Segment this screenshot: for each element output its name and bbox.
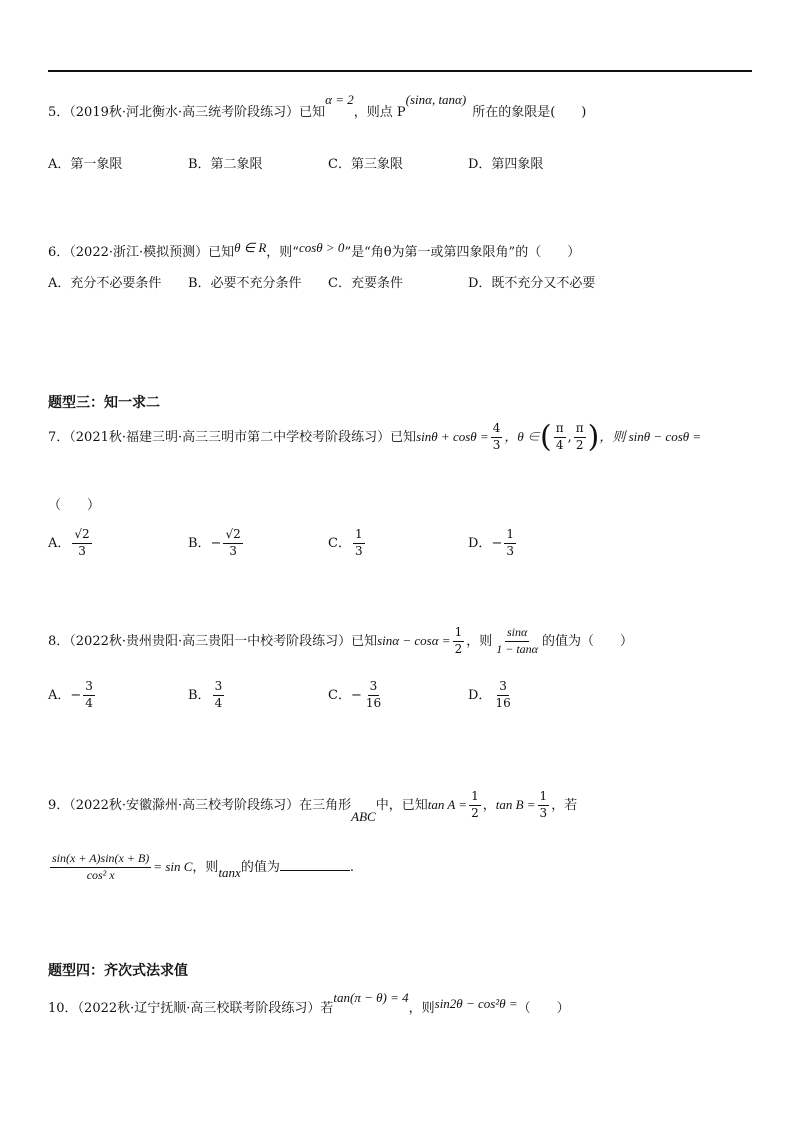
q7-equation-fraction: $\frac{4}{3}$ — [492, 421, 501, 452]
question-10 — [48, 990, 570, 1017]
q6-theta-set: θ ∈ R — [234, 240, 267, 255]
q5-point-coords: (sinα, tanα) — [405, 92, 467, 107]
q7-option-a: A． $\frac{√2}{3}$ — [48, 527, 90, 558]
q5-option-a: A．第一象限 — [48, 157, 123, 172]
q6-connector: ，则“ — [266, 245, 299, 260]
q8-option-c-fraction: $\frac{3}{16}$ — [365, 679, 382, 710]
q5-stem: 5．（2019秋·河北衡水·高三统考阶段练习）已知 — [48, 105, 326, 120]
q8-option-a-fraction: $\frac{3}{4}$ — [85, 679, 93, 710]
q8-option-c: C．− $\frac{3}{16}$ — [328, 679, 382, 710]
q5-option-d: D．第四象限 — [468, 157, 544, 172]
q8-question-tail: 的值为（ ） — [541, 633, 633, 649]
q8-stem: 8．（2022秋·贵州贵阳·高三贵阳一中校考阶段练习）已知 — [48, 633, 378, 649]
q9-connector: 中，已知 — [375, 797, 428, 813]
question-6 — [48, 240, 581, 261]
header-rule — [48, 70, 752, 72]
q7-option-b-fraction: $\frac{√2}{3}$ — [225, 527, 241, 558]
q7-option-a-fraction: $\frac{√2}{3}$ — [74, 527, 90, 558]
q9-tanB-label: tan B = — [495, 796, 536, 812]
q6-option-b: B．必要不充分条件 — [188, 276, 302, 291]
q8-option-b: B． $\frac{3}{4}$ — [188, 679, 223, 710]
question-9: 9．（2022秋·安徽滁州·高三校考阶段练习）在三角形ABC中，已知tan A = $\frac{1}{2}$ ，tan B = $\frac{1}{3}$ ，若 — [48, 789, 578, 824]
question-8 — [48, 626, 633, 657]
q6-question-tail: ”是“角θ为第一或第四象限角”的（ ） — [344, 245, 581, 260]
q7-range-label: ，θ ∈ — [504, 428, 540, 444]
q9-triangle-name: ABC — [351, 808, 376, 824]
q9-equation-right: = sin C — [153, 858, 193, 874]
q7-option-d: D．− $\frac{1}{3}$ — [468, 527, 514, 558]
q9-stem: 9．（2022秋·安徽滁州·高三校考阶段练习）在三角形 — [48, 797, 352, 813]
q6-condition: cosθ > 0 — [298, 240, 345, 255]
q9-equation-fraction: $\frac{\sin(x + A)\sin(x + B)}{\text{cos² x}}$ — [52, 851, 150, 882]
question-5 — [48, 92, 587, 121]
q10-connector: ，则 — [408, 1001, 435, 1016]
q9-tanx: tanx — [218, 864, 241, 880]
q7-option-b: B．− $\frac{√2}{3}$ — [188, 527, 241, 558]
q6-option-d: D．既不充分又不必要 — [468, 276, 596, 291]
q6-stem: 6．（2022·浙江·模拟预测）已知 — [48, 245, 235, 260]
q7-option-c: C． $\frac{1}{3}$ — [328, 527, 363, 558]
q7-range-lower: $\frac{\pi}{4}$ — [555, 421, 564, 452]
q7-answer-paren: （ ） — [48, 498, 101, 513]
q5-alpha-equation: α = 2 — [325, 92, 354, 107]
q5-option-b: B．第二象限 — [188, 157, 263, 172]
q10-given-equation: tan(π − θ) = 4 — [333, 990, 409, 1005]
q8-connector: ，则 — [466, 633, 493, 649]
section-3-heading: 题型三：知一求二 — [48, 395, 160, 411]
q5-question-tail: 所在的象限是( ) — [472, 105, 587, 120]
q8-equation-fraction: $\frac{1}{2}$ — [454, 625, 463, 656]
q9-question-tail: 的值为 — [240, 859, 280, 875]
q9-if: ，若 — [551, 797, 578, 813]
q9-tanA-label: tan A = — [427, 796, 468, 812]
q9-equation: $\frac{\sin(x + A)\sin(x + B)}{\text{cos² x}}$ = sin C，则tanx的值为 . — [52, 851, 354, 882]
q6-option-a: A．充分不必要条件 — [48, 276, 162, 291]
q5-option-c: C．第三象限 — [328, 157, 403, 172]
q8-option-d-fraction: $\frac{3}{16}$ — [495, 679, 511, 710]
q8-equation-left: sinα − cosα = — [377, 632, 451, 648]
q9-tanA-fraction: $\frac{1}{2}$ — [471, 789, 479, 820]
q8-option-a: A．− $\frac{3}{4}$ — [48, 679, 93, 710]
q6-option-c: C．充要条件 — [328, 276, 403, 291]
q10-expression: sin2θ − cos²θ = — [434, 996, 518, 1011]
q10-stem: 10．（2022秋·辽宁抚顺·高三校联考阶段练习）若 — [48, 1001, 334, 1016]
q7-equation-left: sinθ + cosθ = — [416, 428, 489, 444]
section-4-heading: 题型四：齐次式法求值 — [48, 963, 188, 979]
q8-expression: $\frac{\sin\alpha}{1 - \tan\alpha}$ — [496, 625, 538, 656]
q5-point-label: ，则点 P — [353, 105, 406, 120]
q7-stem: 7．（2021秋·福建三明·高三三明市第二中学校考阶段练习）已知 — [48, 429, 417, 445]
q9-answer-blank[interactable] — [280, 858, 350, 871]
q7-option-d-fraction: $\frac{1}{3}$ — [506, 527, 514, 558]
q8-option-d: D． $\frac{3}{16}$ — [468, 679, 511, 710]
q7-range-upper: $\frac{\pi}{2}$ — [575, 421, 584, 452]
q9-tanB-fraction: $\frac{1}{3}$ — [539, 789, 548, 820]
q10-answer-paren: （ ） — [517, 1001, 570, 1016]
q7-question-tail: ，则 sinθ − cosθ = — [599, 428, 702, 444]
question-7: 7．（2021秋·福建三明·高三三明市第二中学校考阶段练习）已知sinθ + cosθ = $\frac{4}{3}$ ，θ ∈( $\frac{\pi}{4}$ , $\frac{\pi}{2}$ )，则 sinθ − cosθ = — [48, 419, 702, 455]
q8-option-b-fraction: $\frac{3}{4}$ — [214, 679, 223, 710]
q7-option-c-fraction: $\frac{1}{3}$ — [354, 527, 363, 558]
